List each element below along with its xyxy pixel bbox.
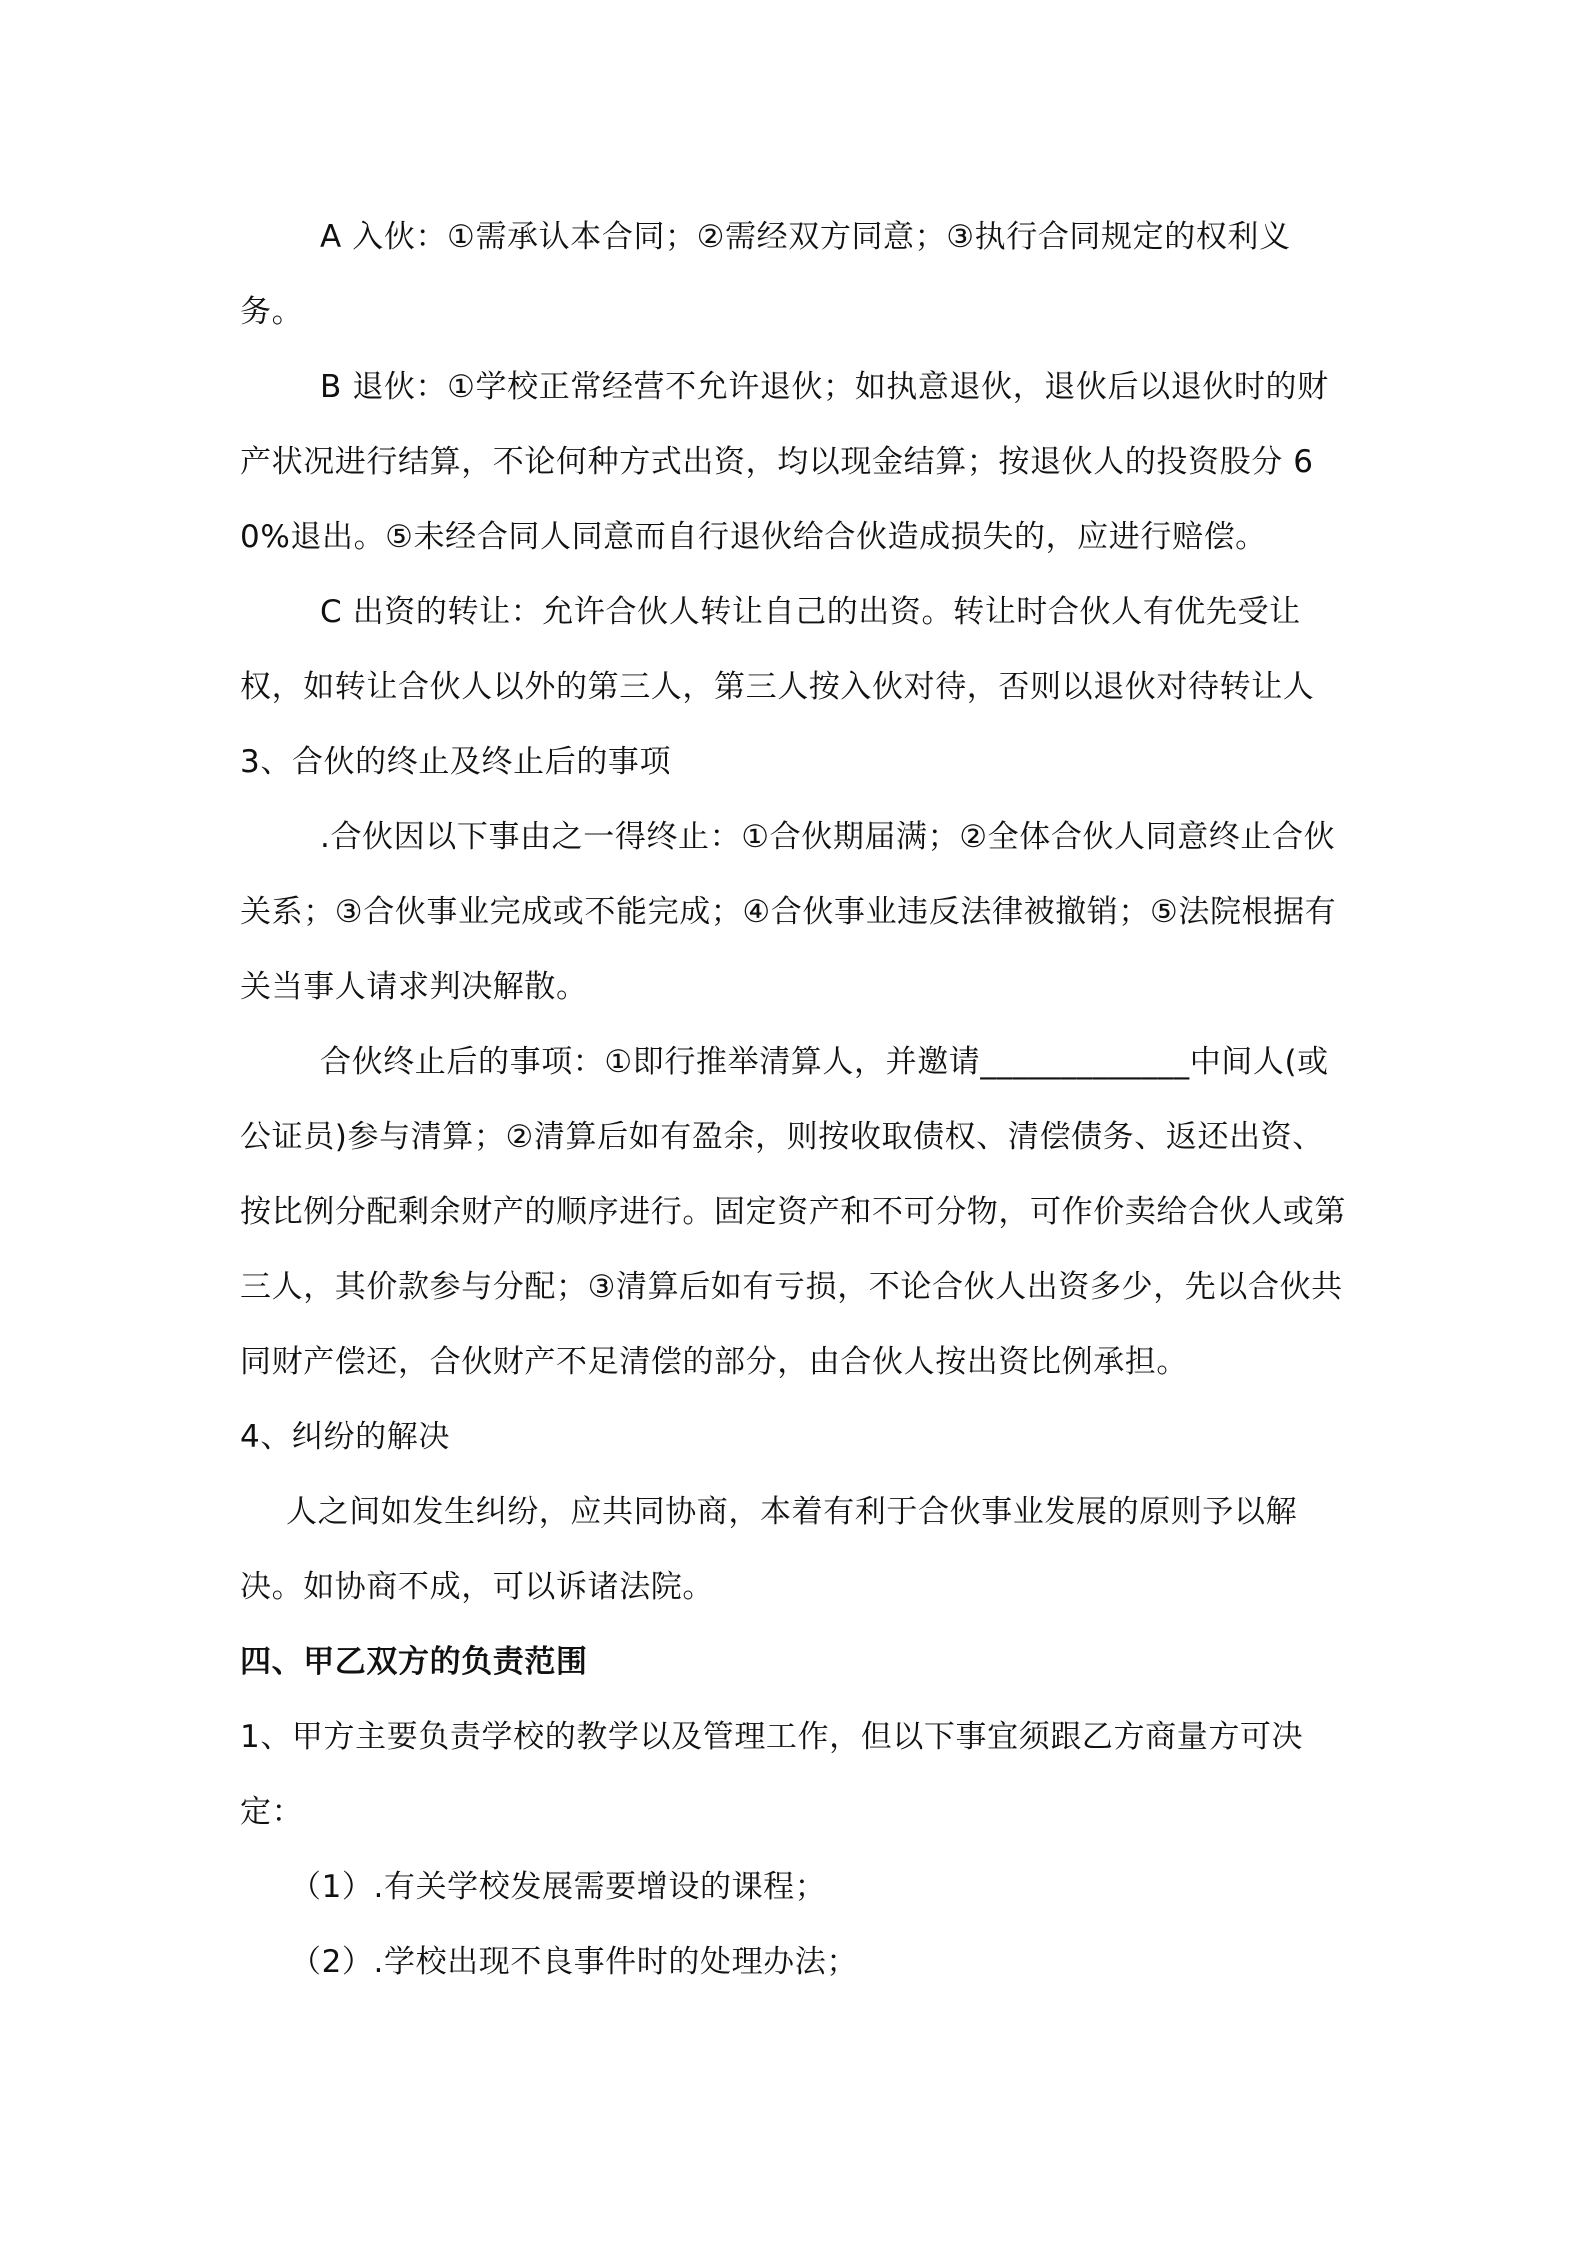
paragraph-a-join: A 入伙：①需承认本合同；②需经双方同意；③执行合同规定的权利义务。 bbox=[240, 219, 1291, 330]
section-heading-four: 四、甲乙双方的负责范围 bbox=[240, 1644, 588, 1680]
section-heading-4: 4、纠纷的解决 bbox=[240, 1419, 450, 1455]
paragraph-c-transfer: C 出资的转让：允许合伙人转让自己的出资。转让时合伙人有优先受让权，如转让合伙人以外的第三人，第三人按入伙对待，否则以退伙对待转让人 bbox=[240, 594, 1315, 705]
paragraph-post-termination: 合伙终止后的事项：①即行推举清算人，并邀请_____________中间人(或公证员)参与清算；②清算后如有盈余，则按收取债权、清偿债务、返还出资、按比例分配剩余财产的顺序进行。固定资产和不可分物，可作价卖给合伙人或第三人，其价款参与分配；③清算后如有亏损，不论合伙人出资多少，先以合伙共同财产偿还，合伙财产不足清偿的部分，由合伙人按出资比例承担。 bbox=[240, 1044, 1346, 1380]
list-item-1: 1、甲方主要负责学校的教学以及管理工作，但以下事宜须跟乙方商量方可决定： bbox=[240, 1719, 1304, 1830]
document-body bbox=[240, 200, 1350, 2000]
section-heading-3: 3、合伙的终止及终止后的事项 bbox=[240, 744, 672, 780]
list-item-1-2: （2）.学校出现不良事件时的处理办法； bbox=[290, 1944, 858, 1980]
paragraph-dispute: 人之间如发生纠纷，应共同协商，本着有利于合伙事业发展的原则予以解决。如协商不成，可以诉诸法院。 bbox=[240, 1494, 1298, 1605]
paragraph-termination-causes: .合伙因以下事由之一得终止：①合伙期届满；②全体合伙人同意终止合伙关系；③合伙事业完成或不能完成；④合伙事业违反法律被撤销；⑤法院根据有关当事人请求判决解散。 bbox=[240, 819, 1337, 1005]
list-item-1-1: （1）.有关学校发展需要增设的课程； bbox=[290, 1869, 827, 1905]
paragraph-b-withdraw: B 退伙：①学校正常经营不允许退伙；如执意退伙，退伙后以退伙时的财产状况进行结算，不论何种方式出资，均以现金结算；按退伙人的投资股分 60%退出。⑤未经合同人同意而自行退伙给合伙造成损失的，应进行赔偿。 bbox=[240, 369, 1329, 555]
